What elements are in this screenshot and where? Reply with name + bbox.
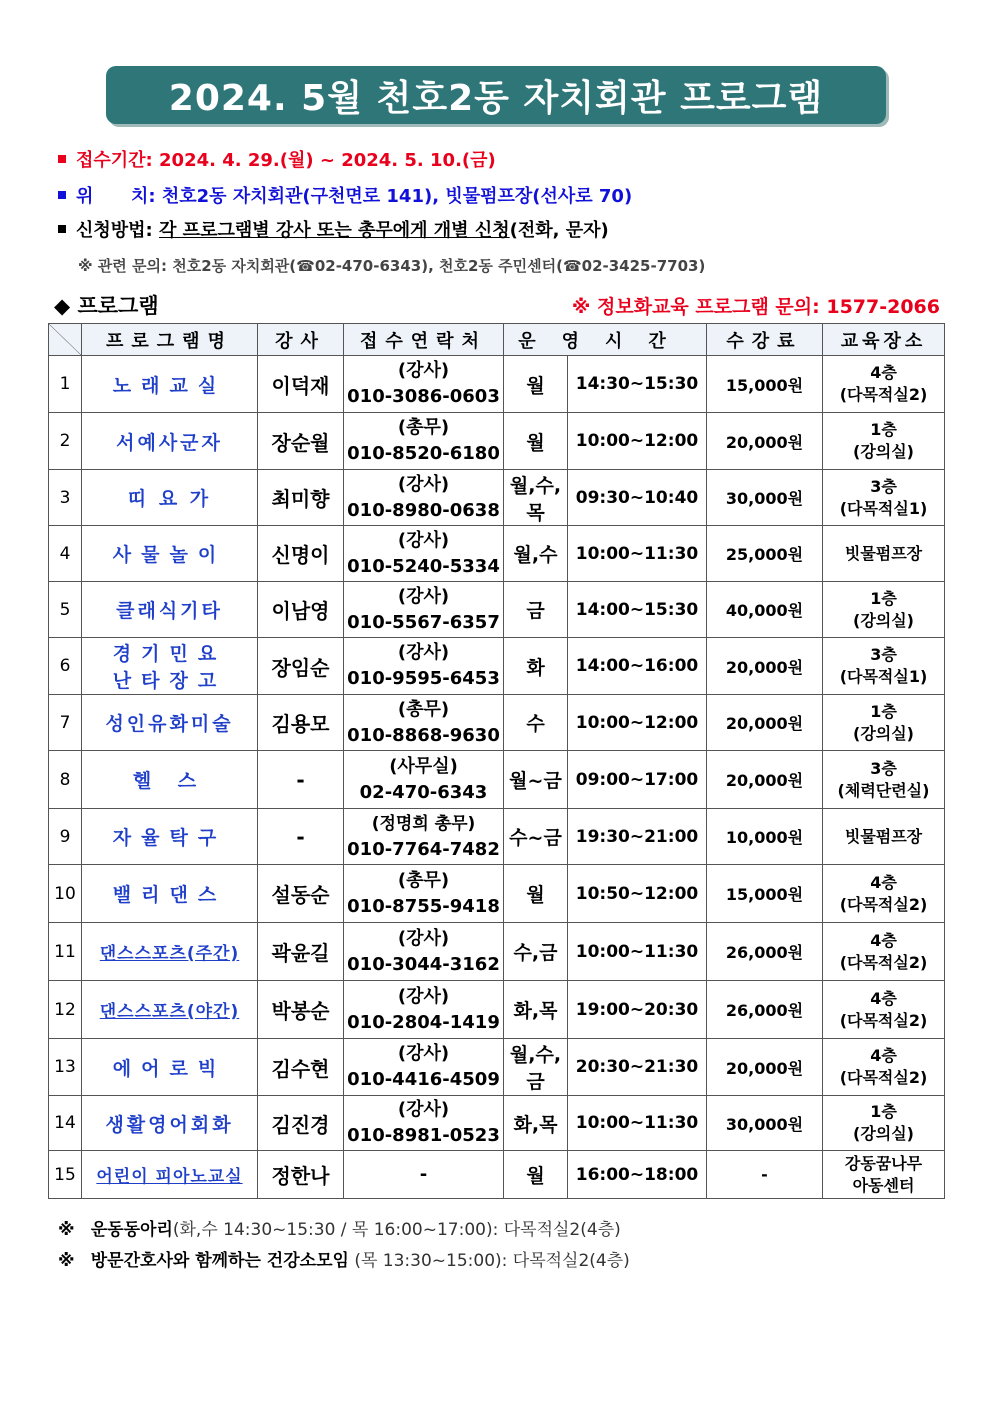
time-cell: 10:00~12:00 bbox=[568, 695, 707, 751]
place-cell bbox=[823, 356, 945, 413]
fee-cell: 20,000원 bbox=[707, 638, 823, 695]
contact-cell bbox=[344, 470, 504, 526]
place-line: (다목적실2) bbox=[839, 894, 928, 914]
row-number: 1 bbox=[49, 356, 82, 413]
row-number: 13 bbox=[49, 1039, 82, 1096]
place-cell bbox=[823, 638, 945, 695]
day-cell bbox=[504, 356, 568, 413]
contact-role: (강사) bbox=[397, 642, 450, 663]
day-text: 금 bbox=[526, 600, 545, 622]
teacher-name: 김용모 bbox=[258, 695, 344, 751]
time-cell: 10:00~12:00 bbox=[568, 413, 707, 470]
day-cell bbox=[504, 582, 568, 638]
contact-role: (강사) bbox=[397, 529, 450, 551]
footer-club-name: 운동동아리 bbox=[90, 1220, 173, 1240]
footer-health-name: 방문간호사와 함께하는 건강소모임 bbox=[90, 1251, 349, 1271]
contact-cell bbox=[344, 981, 504, 1039]
program-table bbox=[48, 323, 945, 1199]
day-cell bbox=[504, 1151, 568, 1199]
place-line: 강동꿈나무 bbox=[844, 1153, 923, 1173]
program-name bbox=[82, 751, 258, 809]
program-name-text: 노래교실 bbox=[112, 374, 227, 397]
program-name-text: 생활영어회화 bbox=[105, 1113, 234, 1136]
table-row bbox=[49, 470, 945, 526]
fee-cell: 26,000원 bbox=[707, 981, 823, 1039]
place-line: 1층 bbox=[870, 1102, 897, 1121]
table-row bbox=[49, 413, 945, 470]
fee-cell: 20,000원 bbox=[707, 1039, 823, 1096]
contact-role: (강사) bbox=[397, 1043, 450, 1064]
contact-phone: 010-8981-0523 bbox=[347, 1125, 500, 1146]
day-cell bbox=[504, 865, 568, 923]
contact-phone: 010-3044-3162 bbox=[347, 953, 500, 975]
fee-cell: 15,000원 bbox=[707, 356, 823, 413]
contact-phone: 010-3086-0603 bbox=[347, 386, 500, 407]
day-cell bbox=[504, 981, 568, 1039]
program-name bbox=[82, 695, 258, 751]
contact-cell bbox=[344, 865, 504, 923]
day-cell bbox=[504, 1096, 568, 1151]
row-number: 6 bbox=[49, 638, 82, 695]
contact-phone: 010-8520-6180 bbox=[347, 443, 500, 464]
day-text: 수~금 bbox=[509, 827, 562, 849]
contact-cell bbox=[344, 809, 504, 865]
bullet-square-icon bbox=[58, 155, 66, 163]
header-place: 교육장소 bbox=[823, 324, 945, 356]
location-value: 천호2동 자치회관(구천면로 141), 빗물펌프장(선사로 70) bbox=[161, 186, 633, 207]
table-row bbox=[49, 751, 945, 809]
title-banner bbox=[106, 66, 886, 124]
contact-role: (강사) bbox=[397, 1099, 450, 1120]
place-line: 3층 bbox=[870, 758, 897, 778]
place-line: 아동센터 bbox=[852, 1175, 915, 1195]
fee-cell: 40,000원 bbox=[707, 582, 823, 638]
day-cell bbox=[504, 923, 568, 981]
bullet-square-icon bbox=[58, 225, 66, 233]
day-text: 월~금 bbox=[509, 770, 562, 792]
table-row bbox=[49, 695, 945, 751]
program-name-text: 서예사군자 bbox=[116, 431, 223, 454]
contact-cell bbox=[344, 1039, 504, 1096]
fee-cell: 30,000원 bbox=[707, 470, 823, 526]
program-name-text: 어린이 피아노교실 bbox=[96, 1167, 243, 1187]
place-line: 1층 bbox=[870, 588, 897, 608]
row-number: 2 bbox=[49, 413, 82, 470]
place-line: 빗물펌프장 bbox=[844, 826, 923, 846]
program-name-line: 난타장고 bbox=[112, 670, 227, 692]
time-cell: 10:00~11:30 bbox=[568, 526, 707, 582]
table-row bbox=[49, 809, 945, 865]
day-text: 월,수,목 bbox=[509, 474, 562, 524]
footer-club-detail: (화,수 14:30~15:30 / 목 16:00~17:00): 다목적실2(4층) bbox=[172, 1220, 621, 1240]
program-name-text: 사물놀이 bbox=[112, 544, 227, 566]
contact-phone: 010-8868-9630 bbox=[347, 724, 500, 746]
program-name-text: 밸리댄스 bbox=[112, 884, 227, 906]
contact-cell bbox=[344, 526, 504, 582]
place-cell bbox=[823, 470, 945, 526]
fee-cell: - bbox=[707, 1151, 823, 1199]
contact-role: (총무) bbox=[397, 698, 450, 720]
table-row bbox=[49, 865, 945, 923]
program-name-text: 성인유화미술 bbox=[105, 713, 234, 735]
program-name-text: 띠 요 가 bbox=[127, 488, 212, 510]
info-period bbox=[58, 146, 496, 172]
contact-role: (강사) bbox=[397, 360, 450, 381]
row-number: 11 bbox=[49, 923, 82, 981]
place-line: (체력단련실) bbox=[837, 780, 930, 800]
day-text: 월 bbox=[526, 431, 545, 454]
table-row bbox=[49, 981, 945, 1039]
place-cell bbox=[823, 751, 945, 809]
location-label: 위 치: bbox=[76, 186, 156, 207]
period-label: 접수기간: bbox=[76, 150, 153, 171]
fee-cell: 25,000원 bbox=[707, 526, 823, 582]
row-number: 9 bbox=[49, 809, 82, 865]
contact-phone: 010-8980-0638 bbox=[347, 499, 500, 521]
day-cell bbox=[504, 1039, 568, 1096]
day-text: 월,수 bbox=[513, 544, 558, 566]
place-cell bbox=[823, 923, 945, 981]
teacher-name: 이덕재 bbox=[258, 356, 344, 413]
teacher-name: 정한나 bbox=[258, 1151, 344, 1199]
place-line: (다목적실1) bbox=[839, 498, 928, 518]
program-name bbox=[82, 638, 258, 695]
contact-phone: 010-5567-6357 bbox=[347, 611, 500, 633]
section-heading: ◆ 프로그램 bbox=[54, 294, 159, 318]
time-cell: 20:30~21:30 bbox=[568, 1039, 707, 1096]
day-cell bbox=[504, 751, 568, 809]
header-program-name: 프로그램명 bbox=[82, 324, 258, 356]
time-cell: 19:30~21:00 bbox=[568, 809, 707, 865]
place-line: (다목적실2) bbox=[839, 952, 928, 972]
period-value: 2024. 4. 29.(월) ~ 2024. 5. 10.(금) bbox=[159, 150, 496, 171]
teacher-name: 최미향 bbox=[258, 470, 344, 526]
place-line: 3층 bbox=[870, 645, 897, 664]
info-method bbox=[58, 216, 609, 242]
row-number: 10 bbox=[49, 865, 82, 923]
teacher-name: 김진경 bbox=[258, 1096, 344, 1151]
teacher-name: 장임순 bbox=[258, 638, 344, 695]
place-cell bbox=[823, 1096, 945, 1151]
contact-cell bbox=[344, 638, 504, 695]
time-cell: 10:00~11:30 bbox=[568, 1096, 707, 1151]
day-cell bbox=[504, 809, 568, 865]
section-inquiry: ※ 정보화교육 프로그램 문의: 1577-2066 bbox=[571, 296, 940, 318]
place-cell bbox=[823, 582, 945, 638]
table-row bbox=[49, 1151, 945, 1199]
method-value-tail: (전화, 문자) bbox=[509, 220, 609, 241]
contact-phone: 010-4416-4509 bbox=[347, 1069, 500, 1090]
footer-health-detail: (목 13:30~15:00): 다목적실2(4층) bbox=[354, 1251, 630, 1271]
place-line: (다목적실2) bbox=[839, 1068, 928, 1087]
place-line: (강의실) bbox=[853, 610, 914, 630]
teacher-name: 김수현 bbox=[258, 1039, 344, 1096]
contact-role: (총무) bbox=[397, 869, 450, 891]
place-cell bbox=[823, 809, 945, 865]
row-number: 8 bbox=[49, 751, 82, 809]
place-line: 4층 bbox=[870, 872, 897, 892]
place-cell bbox=[823, 1039, 945, 1096]
contact-role: (정명희 총무) bbox=[371, 813, 476, 834]
time-cell: 16:00~18:00 bbox=[568, 1151, 707, 1199]
fee-cell: 20,000원 bbox=[707, 413, 823, 470]
method-value: 각 프로그램별 강사 또는 총무에게 개별 신청 bbox=[159, 220, 510, 241]
teacher-name: 설동순 bbox=[258, 865, 344, 923]
place-line: (다목적실2) bbox=[839, 1010, 928, 1030]
header-schedule: 운영시간 bbox=[504, 324, 707, 356]
program-name-line: 경기민요 bbox=[112, 643, 227, 665]
table-header-row bbox=[49, 324, 945, 356]
day-cell bbox=[504, 526, 568, 582]
program-name bbox=[82, 526, 258, 582]
place-line: 4층 bbox=[870, 363, 897, 382]
page-title: 2024. 5월 천호2동 자치회관 프로그램 bbox=[168, 77, 824, 119]
program-name bbox=[82, 356, 258, 413]
place-cell bbox=[823, 413, 945, 470]
day-text: 수,금 bbox=[513, 942, 558, 964]
program-name bbox=[82, 1096, 258, 1151]
info-location bbox=[58, 182, 632, 208]
method-label: 신청방법: bbox=[76, 220, 153, 241]
place-cell bbox=[823, 526, 945, 582]
place-line: 빗물펌프장 bbox=[844, 543, 923, 563]
place-cell bbox=[823, 981, 945, 1039]
time-cell: 14:00~16:00 bbox=[568, 638, 707, 695]
place-line: 4층 bbox=[870, 988, 897, 1008]
day-line: 월,수, bbox=[509, 1044, 562, 1066]
fee-cell: 30,000원 bbox=[707, 1096, 823, 1151]
place-line: 1층 bbox=[870, 420, 897, 439]
footer-line-2 bbox=[58, 1246, 630, 1271]
program-name bbox=[82, 470, 258, 526]
contact-phone: 010-9595-6453 bbox=[347, 668, 500, 689]
row-number: 15 bbox=[49, 1151, 82, 1199]
contact-cell bbox=[344, 923, 504, 981]
place-line: (강의실) bbox=[853, 723, 914, 743]
contact-role: (강사) bbox=[397, 985, 450, 1007]
inquiry-note: ※ 관련 문의: 천호2동 자치회관(☎02-470-6343), 천호2동 주민센터(☎02-3425-7703) bbox=[78, 257, 706, 275]
row-number: 12 bbox=[49, 981, 82, 1039]
fee-cell: 20,000원 bbox=[707, 751, 823, 809]
program-name-text: 댄스스포츠(야간) bbox=[99, 1002, 240, 1022]
contact-cell bbox=[344, 413, 504, 470]
day-cell bbox=[504, 470, 568, 526]
contact-cell bbox=[344, 1096, 504, 1151]
teacher-name: 장순월 bbox=[258, 413, 344, 470]
table-row bbox=[49, 923, 945, 981]
place-line: (강의실) bbox=[853, 1124, 914, 1143]
header-contact: 접수연락처 bbox=[344, 324, 504, 356]
teacher-name: 박봉순 bbox=[258, 981, 344, 1039]
row-number: 7 bbox=[49, 695, 82, 751]
place-cell bbox=[823, 695, 945, 751]
contact-phone: 010-5240-5334 bbox=[347, 555, 500, 577]
table-row bbox=[49, 582, 945, 638]
fee-cell: 26,000원 bbox=[707, 923, 823, 981]
footer-line-1 bbox=[58, 1215, 621, 1240]
contact-phone: 02-470-6343 bbox=[359, 781, 488, 803]
row-number: 4 bbox=[49, 526, 82, 582]
footer-mark: ※ bbox=[58, 1220, 75, 1240]
place-line: (다목적실2) bbox=[839, 385, 928, 404]
time-cell: 19:00~20:30 bbox=[568, 981, 707, 1039]
contact-role: (강사) bbox=[397, 473, 450, 495]
fee-cell: 20,000원 bbox=[707, 695, 823, 751]
table-row bbox=[49, 1039, 945, 1096]
program-name-text: 자율탁구 bbox=[112, 827, 227, 849]
place-cell bbox=[823, 865, 945, 923]
program-name bbox=[82, 865, 258, 923]
teacher-name: 곽윤길 bbox=[258, 923, 344, 981]
day-text: 월 bbox=[526, 884, 545, 906]
program-name bbox=[82, 981, 258, 1039]
time-cell: 09:00~17:00 bbox=[568, 751, 707, 809]
program-name bbox=[82, 809, 258, 865]
contact-cell bbox=[344, 356, 504, 413]
place-line: 4층 bbox=[870, 1046, 897, 1065]
contact-role: (강사) bbox=[397, 585, 450, 607]
contact-role: - bbox=[419, 1163, 428, 1185]
contact-cell bbox=[344, 582, 504, 638]
day-cell bbox=[504, 638, 568, 695]
day-text: 월 bbox=[526, 374, 545, 397]
place-line: (다목적실1) bbox=[839, 667, 928, 686]
teacher-name: - bbox=[258, 751, 344, 809]
day-cell bbox=[504, 695, 568, 751]
time-cell: 14:30~15:30 bbox=[568, 356, 707, 413]
header-teacher: 강사 bbox=[258, 324, 344, 356]
row-number: 3 bbox=[49, 470, 82, 526]
row-number: 14 bbox=[49, 1096, 82, 1151]
program-name-text: 클래식기타 bbox=[116, 600, 223, 622]
footer-mark: ※ bbox=[58, 1251, 75, 1271]
place-line: 4층 bbox=[870, 930, 897, 950]
program-name bbox=[82, 582, 258, 638]
program-name-text: 에어로빅 bbox=[112, 1057, 227, 1080]
day-text: 월 bbox=[526, 1165, 545, 1187]
program-name bbox=[82, 1151, 258, 1199]
teacher-name: 신명이 bbox=[258, 526, 344, 582]
time-cell: 14:00~15:30 bbox=[568, 582, 707, 638]
contact-phone: 010-2804-1419 bbox=[347, 1011, 500, 1033]
place-line: (강의실) bbox=[853, 442, 914, 461]
time-cell: 10:00~11:30 bbox=[568, 923, 707, 981]
contact-role: (사무실) bbox=[389, 755, 458, 777]
day-text: 화,목 bbox=[513, 1113, 558, 1136]
program-name-text: 헬 스 bbox=[132, 770, 207, 792]
place-cell bbox=[823, 1151, 945, 1199]
day-line: 금 bbox=[526, 1071, 545, 1093]
fee-cell: 15,000원 bbox=[707, 865, 823, 923]
contact-cell bbox=[344, 1151, 504, 1199]
program-name-text: 댄스스포츠(주간) bbox=[99, 944, 240, 964]
fee-cell: 10,000원 bbox=[707, 809, 823, 865]
place-line: 3층 bbox=[870, 476, 897, 496]
header-corner bbox=[49, 324, 82, 356]
teacher-name: 이남영 bbox=[258, 582, 344, 638]
table-row bbox=[49, 526, 945, 582]
header-fee: 수강료 bbox=[707, 324, 823, 356]
day-cell bbox=[504, 413, 568, 470]
contact-phone: 010-7764-7482 bbox=[347, 838, 500, 860]
contact-cell bbox=[344, 751, 504, 809]
program-name bbox=[82, 1039, 258, 1096]
table-row bbox=[49, 356, 945, 413]
table-row bbox=[49, 638, 945, 695]
contact-role: (강사) bbox=[397, 927, 450, 949]
contact-role: (총무) bbox=[397, 417, 450, 438]
program-name bbox=[82, 923, 258, 981]
time-cell: 10:50~12:00 bbox=[568, 865, 707, 923]
day-text: 수 bbox=[526, 713, 545, 735]
teacher-name: - bbox=[258, 809, 344, 865]
day-text: 화 bbox=[526, 656, 545, 679]
bullet-square-icon bbox=[58, 191, 66, 199]
row-number: 5 bbox=[49, 582, 82, 638]
time-cell: 09:30~10:40 bbox=[568, 470, 707, 526]
day-text: 화,목 bbox=[513, 1000, 558, 1022]
contact-cell bbox=[344, 695, 504, 751]
table-row bbox=[49, 1096, 945, 1151]
contact-phone: 010-8755-9418 bbox=[347, 895, 500, 917]
place-line: 1층 bbox=[870, 701, 897, 721]
program-name bbox=[82, 413, 258, 470]
